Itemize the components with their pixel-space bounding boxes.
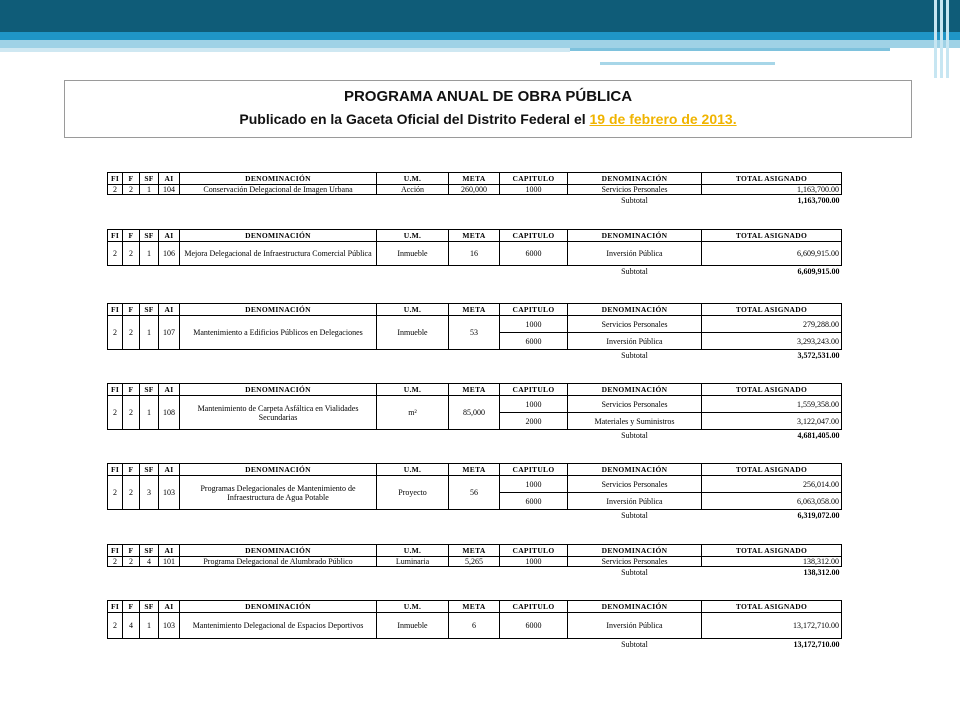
column-header-um: U.M. [377,230,449,242]
cell-capitulo: 2000 [500,413,568,430]
subtotal-value: 3,572,531.00 [702,350,842,361]
column-header-capitulo: CAPITULO [500,464,568,476]
program-table [107,600,842,649]
subtotal-row [108,430,842,441]
cell-capitulo: 1000 [500,316,568,333]
cell-total-asignado: 6,063,058.00 [702,493,842,510]
column-header-sf: SF [140,304,159,316]
cell-fi: 2 [108,242,123,266]
cell-total-asignado: 6,609,915.00 [702,242,842,266]
column-header-denominacion2: DENOMINACIÓN [568,173,702,185]
subtotal-spacer [108,639,568,650]
subtotal-spacer [108,266,568,277]
cell-total-asignado: 279,288.00 [702,316,842,333]
column-header-fi: FI [108,384,123,396]
subtotal-spacer [108,350,568,361]
subtotal-label: Subtotal [621,350,648,360]
cell-meta: 53 [449,316,500,350]
column-header-fi: FI [108,545,123,557]
column-header-sf: SF [140,464,159,476]
column-header-total: TOTAL ASIGNADO [702,230,842,242]
column-header-capitulo: CAPITULO [500,384,568,396]
subtotal-row [108,510,842,521]
page-title: PROGRAMA ANUAL DE OBRA PÚBLICA [343,88,633,105]
cell-sf: 1 [140,396,159,430]
program-table [107,303,842,360]
gazette-date-link[interactable]: 19 de febrero de 2013. [589,111,737,127]
top-banner [0,0,960,32]
subtotal-spacer [108,430,568,441]
subtotal-spacer [108,567,568,578]
column-header-ai: AI [159,601,180,613]
column-header-ai: AI [159,173,180,185]
table-header-row [108,173,842,185]
program-section [107,463,841,520]
table-header-row [108,304,842,316]
cell-um: m² [377,396,449,430]
cell-um: Inmueble [377,613,449,639]
cell-total-asignado: 256,014.00 [702,476,842,493]
column-header-denominacion2: DENOMINACIÓN [568,230,702,242]
program-section [107,303,841,360]
cell-meta: 260,000 [449,185,500,195]
column-header-capitulo: CAPITULO [500,601,568,613]
cell-denominacion-capitulo: Inversión Pública [568,613,702,639]
cell-ai: 107 [159,316,180,350]
table-row [108,242,842,266]
cell-denominacion: Programa Delegacional de Alumbrado Público [180,557,377,567]
cell-capitulo: 6000 [500,333,568,350]
cell-capitulo: 6000 [500,613,568,639]
column-header-denominacion2: DENOMINACIÓN [568,304,702,316]
cell-denominacion-capitulo: Servicios Personales [568,396,702,413]
column-header-sf: SF [140,173,159,185]
column-header-capitulo: CAPITULO [500,173,568,185]
column-header-um: U.M. [377,304,449,316]
table-header-row [108,464,842,476]
document-header [64,80,912,138]
column-header-sf: SF [140,545,159,557]
cell-sf: 1 [140,185,159,195]
cell-ai: 106 [159,242,180,266]
cell-meta: 56 [449,476,500,510]
cell-denominacion-capitulo: Servicios Personales [568,316,702,333]
subtotal-row [108,195,842,206]
column-header-meta: META [449,304,500,316]
column-header-meta: META [449,601,500,613]
subtotal-row [108,639,842,650]
cell-capitulo: 6000 [500,493,568,510]
program-table [107,544,842,577]
column-header-denominacion: DENOMINACIÓN [180,384,377,396]
column-header-meta: META [449,384,500,396]
column-header-um: U.M. [377,601,449,613]
program-table [107,229,842,276]
cell-um: Inmueble [377,242,449,266]
cell-f: 2 [123,557,140,567]
cell-fi: 2 [108,557,123,567]
column-header-capitulo: CAPITULO [500,304,568,316]
column-header-meta: META [449,173,500,185]
cell-um: Proyecto [377,476,449,510]
column-header-fi: FI [108,173,123,185]
cell-denominacion-capitulo: Inversión Pública [568,242,702,266]
cell-fi: 2 [108,316,123,350]
decor-stripe [940,0,943,78]
cell-f: 4 [123,613,140,639]
column-header-f: F [123,173,140,185]
cell-total-asignado: 3,293,243.00 [702,333,842,350]
subtotal-spacer [108,510,568,521]
program-table [107,172,842,205]
subtotal-label: Subtotal [621,510,648,520]
subtitle-text: Publicado en la Gaceta Oficial del Distrito Federal el [239,111,590,127]
cell-f: 2 [123,476,140,510]
cell-ai: 104 [159,185,180,195]
program-section [107,544,841,577]
decor-stripe [946,0,949,78]
column-header-total: TOTAL ASIGNADO [702,545,842,557]
column-header-denominacion2: DENOMINACIÓN [568,601,702,613]
column-header-f: F [123,601,140,613]
column-header-denominacion: DENOMINACIÓN [180,545,377,557]
table-header-row [108,601,842,613]
cell-denominacion: Conservación Delegacional de Imagen Urbana [180,185,377,195]
column-header-ai: AI [159,464,180,476]
cell-sf: 4 [140,557,159,567]
column-header-capitulo: CAPITULO [500,545,568,557]
accent-line [570,48,890,51]
cell-sf: 1 [140,242,159,266]
column-header-f: F [123,384,140,396]
cell-fi: 2 [108,613,123,639]
column-header-um: U.M. [377,173,449,185]
program-section [107,229,841,276]
table-row [108,185,842,195]
column-header-meta: META [449,230,500,242]
cell-total-asignado: 3,122,047.00 [702,413,842,430]
column-header-capitulo: CAPITULO [500,230,568,242]
cell-um: Luminaria [377,557,449,567]
subtotal-label: Subtotal [621,430,648,440]
column-header-fi: FI [108,601,123,613]
column-header-meta: META [449,464,500,476]
cell-denominacion: Mantenimiento a Edificios Públicos en Delegaciones [180,316,377,350]
column-header-ai: AI [159,545,180,557]
subtotal-value: 13,172,710.00 [702,639,842,650]
cell-ai: 103 [159,476,180,510]
column-header-um: U.M. [377,545,449,557]
column-header-fi: FI [108,230,123,242]
page-subtitle [65,111,911,127]
subtotal-value: 6,609,915.00 [702,266,842,277]
column-header-ai: AI [159,304,180,316]
subtotal-spacer [108,195,568,206]
cell-um: Acción [377,185,449,195]
cell-f: 2 [123,316,140,350]
cell-f: 2 [123,242,140,266]
cell-ai: 103 [159,613,180,639]
subtotal-label: Subtotal [621,266,648,276]
cell-denominacion: Mantenimiento de Carpeta Asfáltica en Vialidades Secundarias [180,396,377,430]
table-row [108,396,842,413]
accent-line [0,48,570,52]
cell-fi: 2 [108,396,123,430]
column-header-sf: SF [140,384,159,396]
column-header-um: U.M. [377,464,449,476]
accent-bar [0,32,960,40]
column-header-total: TOTAL ASIGNADO [702,173,842,185]
column-header-denominacion2: DENOMINACIÓN [568,464,702,476]
cell-denominacion-capitulo: Servicios Personales [568,557,702,567]
cell-total-asignado: 1,163,700.00 [702,185,842,195]
subtotal-row [108,350,842,361]
column-header-sf: SF [140,601,159,613]
cell-denominacion: Programas Delegacionales de Mantenimiento de Infraestructura de Agua Potable [180,476,377,510]
column-header-denominacion: DENOMINACIÓN [180,601,377,613]
column-header-denominacion: DENOMINACIÓN [180,304,377,316]
subtotal-value: 1,163,700.00 [702,195,842,206]
program-table [107,383,842,440]
table-header-row [108,384,842,396]
column-header-denominacion2: DENOMINACIÓN [568,545,702,557]
table-header-row [108,230,842,242]
column-header-total: TOTAL ASIGNADO [702,304,842,316]
cell-denominacion-capitulo: Inversión Pública [568,493,702,510]
cell-capitulo: 1000 [500,396,568,413]
subtotal-value: 6,319,072.00 [702,510,842,521]
cell-ai: 101 [159,557,180,567]
subtotal-label: Subtotal [621,567,648,577]
cell-capitulo: 1000 [500,557,568,567]
cell-f: 2 [123,396,140,430]
cell-meta: 85,000 [449,396,500,430]
column-header-denominacion: DENOMINACIÓN [180,173,377,185]
column-header-fi: FI [108,304,123,316]
column-header-meta: META [449,545,500,557]
program-section [107,383,841,440]
cell-denominacion: Mantenimiento Delegacional de Espacios Deportivos [180,613,377,639]
cell-total-asignado: 1,559,358.00 [702,396,842,413]
cell-fi: 2 [108,476,123,510]
cell-denominacion-capitulo: Servicios Personales [568,185,702,195]
accent-line [600,62,775,65]
table-row [108,613,842,639]
subtotal-value: 138,312.00 [702,567,842,578]
column-header-ai: AI [159,384,180,396]
table-row [108,316,842,333]
column-header-sf: SF [140,230,159,242]
column-header-total: TOTAL ASIGNADO [702,464,842,476]
subtotal-row [108,567,842,578]
cell-sf: 3 [140,476,159,510]
cell-fi: 2 [108,185,123,195]
cell-total-asignado: 138,312.00 [702,557,842,567]
cell-denominacion: Mejora Delegacional de Infraestructura Comercial Pública [180,242,377,266]
subtotal-label: Subtotal [621,195,648,205]
column-header-denominacion2: DENOMINACIÓN [568,384,702,396]
column-header-ai: AI [159,230,180,242]
cell-denominacion-capitulo: Materiales y Suministros [568,413,702,430]
column-header-total: TOTAL ASIGNADO [702,384,842,396]
column-header-f: F [123,230,140,242]
cell-meta: 5,265 [449,557,500,567]
column-header-um: U.M. [377,384,449,396]
subtotal-label: Subtotal [621,639,648,649]
program-table [107,463,842,520]
cell-f: 2 [123,185,140,195]
column-header-total: TOTAL ASIGNADO [702,601,842,613]
column-header-fi: FI [108,464,123,476]
cell-meta: 16 [449,242,500,266]
cell-denominacion-capitulo: Servicios Personales [568,476,702,493]
column-header-f: F [123,545,140,557]
cell-denominacion-capitulo: Inversión Pública [568,333,702,350]
subtotal-row [108,266,842,277]
table-header-row [108,545,842,557]
decor-stripe [934,0,937,78]
cell-capitulo: 6000 [500,242,568,266]
table-row [108,476,842,493]
cell-um: Inmueble [377,316,449,350]
cell-ai: 108 [159,396,180,430]
column-header-denominacion: DENOMINACIÓN [180,464,377,476]
column-header-f: F [123,304,140,316]
cell-sf: 1 [140,613,159,639]
table-row [108,557,842,567]
subtotal-value: 4,681,405.00 [702,430,842,441]
column-header-f: F [123,464,140,476]
cell-meta: 6 [449,613,500,639]
cell-capitulo: 1000 [500,185,568,195]
program-section [107,600,841,649]
accent-bar-light [0,40,960,48]
cell-sf: 1 [140,316,159,350]
program-section [107,172,841,205]
cell-capitulo: 1000 [500,476,568,493]
column-header-denominacion: DENOMINACIÓN [180,230,377,242]
cell-total-asignado: 13,172,710.00 [702,613,842,639]
